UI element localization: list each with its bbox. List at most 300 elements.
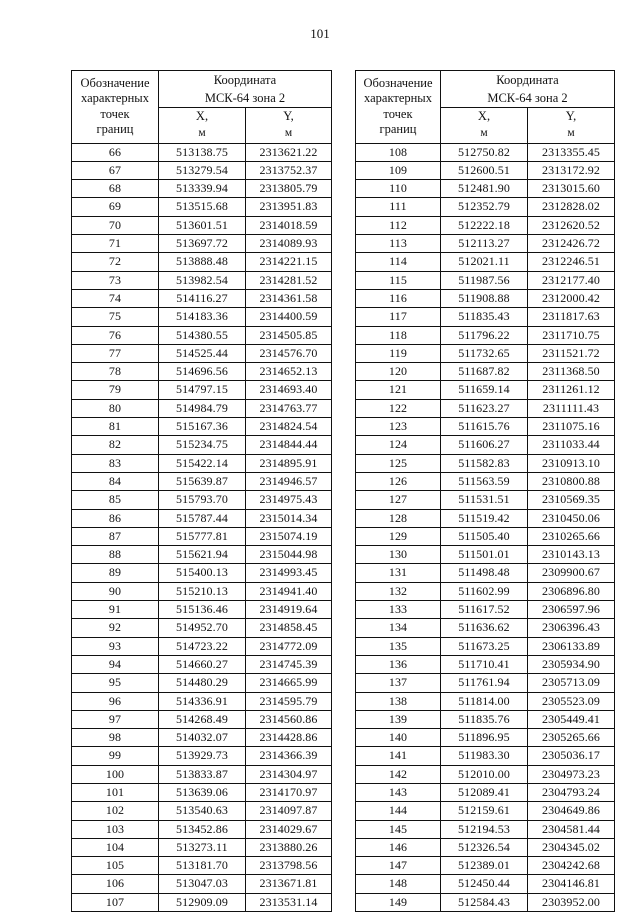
point-number: 114 (356, 253, 441, 271)
point-number: 67 (72, 161, 159, 179)
point-number: 74 (72, 289, 159, 307)
y-coordinate: 2314018.59 (246, 216, 332, 234)
point-number: 141 (356, 747, 441, 765)
coordinate-system-header: Координата МСК-64 зона 2 (159, 71, 332, 108)
point-number: 106 (72, 875, 159, 893)
table-row (72, 454, 332, 472)
y-coordinate: 2314824.54 (246, 418, 332, 436)
point-number: 125 (356, 454, 441, 472)
point-number: 103 (72, 820, 159, 838)
point-number: 119 (356, 344, 441, 362)
x-coordinate: 515787.44 (159, 509, 246, 527)
y-coordinate: 2314895.91 (246, 454, 332, 472)
point-number: 116 (356, 289, 441, 307)
table-row (72, 326, 332, 344)
table-row (72, 527, 332, 545)
y-coordinate: 2314941.40 (246, 582, 332, 600)
table-row (72, 655, 332, 673)
y-coordinate: 2314946.57 (246, 472, 332, 490)
x-coordinate: 512089.41 (441, 783, 528, 801)
y-coordinate: 2311817.63 (528, 308, 615, 326)
y-coordinate: 2314281.52 (246, 271, 332, 289)
y-coordinate: 2314089.93 (246, 235, 332, 253)
point-number: 123 (356, 418, 441, 436)
x-coordinate: 511796.22 (441, 326, 528, 344)
x-coordinate: 512584.43 (441, 893, 528, 911)
x-coordinate: 511835.76 (441, 710, 528, 728)
point-number: 140 (356, 729, 441, 747)
x-coordinate: 515793.70 (159, 491, 246, 509)
page-number: 101 (310, 26, 330, 41)
x-coordinate: 515234.75 (159, 436, 246, 454)
x-coordinate: 513273.11 (159, 838, 246, 856)
point-number: 104 (72, 838, 159, 856)
point-number: 108 (356, 143, 441, 161)
x-coordinate: 512481.90 (441, 180, 528, 198)
x-coordinate: 511498.48 (441, 564, 528, 582)
y-coordinate: 2311368.50 (528, 363, 615, 381)
x-coordinate: 512909.09 (159, 893, 246, 911)
x-coordinate: 515210.13 (159, 582, 246, 600)
point-number: 133 (356, 601, 441, 619)
coordinates-table-left (71, 70, 332, 912)
point-number: 124 (356, 436, 441, 454)
point-number: 105 (72, 857, 159, 875)
y-coordinate: 2306396.43 (528, 619, 615, 637)
table-row (72, 637, 332, 655)
x-coordinate: 514116.27 (159, 289, 246, 307)
x-coordinate: 512600.51 (441, 161, 528, 179)
point-number: 122 (356, 399, 441, 417)
x-coordinate: 511835.43 (441, 308, 528, 326)
y-coordinate: 2310265.66 (528, 527, 615, 545)
x-coordinate: 513181.70 (159, 857, 246, 875)
y-coordinate: 2311261.12 (528, 381, 615, 399)
x-coordinate: 513697.72 (159, 235, 246, 253)
table-row (356, 637, 615, 655)
table-row (72, 344, 332, 362)
table-row (356, 564, 615, 582)
table-row (72, 838, 332, 856)
table-row (72, 783, 332, 801)
x-coordinate: 511710.41 (441, 655, 528, 673)
table-row (72, 564, 332, 582)
y-coordinate: 2305265.66 (528, 729, 615, 747)
table-row (72, 692, 332, 710)
y-coordinate: 2304973.23 (528, 765, 615, 783)
y-coordinate: 2304345.02 (528, 838, 615, 856)
table-row (356, 381, 615, 399)
x-coordinate: 514952.70 (159, 619, 246, 637)
y-coordinate: 2305713.09 (528, 674, 615, 692)
x-coordinate: 511659.14 (441, 381, 528, 399)
point-number: 71 (72, 235, 159, 253)
table-row (72, 747, 332, 765)
y-coordinate: 2304242.68 (528, 857, 615, 875)
x-coordinate: 511582.83 (441, 454, 528, 472)
y-coordinate: 2314029.67 (246, 820, 332, 838)
point-number: 120 (356, 363, 441, 381)
point-number: 127 (356, 491, 441, 509)
y-coordinate: 2314693.40 (246, 381, 332, 399)
point-number: 147 (356, 857, 441, 875)
coordinates-table-right (355, 70, 615, 912)
point-number: 130 (356, 546, 441, 564)
table-row (72, 363, 332, 381)
x-coordinate: 511908.88 (441, 289, 528, 307)
x-coordinate: 511563.59 (441, 472, 528, 490)
point-label-header: Обозначение характерных точек границ (72, 71, 159, 144)
y-coordinate: 2313798.56 (246, 857, 332, 875)
point-number: 70 (72, 216, 159, 234)
point-number: 95 (72, 674, 159, 692)
table-row (72, 491, 332, 509)
point-number: 76 (72, 326, 159, 344)
x-coordinate: 512113.27 (441, 235, 528, 253)
point-number: 82 (72, 436, 159, 454)
table-row (356, 161, 615, 179)
y-coordinate: 2310450.06 (528, 509, 615, 527)
x-coordinate: 513601.51 (159, 216, 246, 234)
y-coordinate: 2312620.52 (528, 216, 615, 234)
point-number: 79 (72, 381, 159, 399)
x-coordinate: 511732.65 (441, 344, 528, 362)
x-coordinate: 512222.18 (441, 216, 528, 234)
x-coordinate: 513888.48 (159, 253, 246, 271)
table-row (72, 546, 332, 564)
x-coordinate: 512352.79 (441, 198, 528, 216)
table-row (356, 344, 615, 362)
point-number: 139 (356, 710, 441, 728)
table-row (356, 399, 615, 417)
y-coordinate: 2314652.13 (246, 363, 332, 381)
table-row (72, 253, 332, 271)
point-number: 89 (72, 564, 159, 582)
x-coordinate: 514336.91 (159, 692, 246, 710)
point-number: 81 (72, 418, 159, 436)
point-number: 148 (356, 875, 441, 893)
table-row (356, 418, 615, 436)
point-number: 112 (356, 216, 441, 234)
x-coordinate: 513515.68 (159, 198, 246, 216)
table-row (72, 674, 332, 692)
table-row (72, 399, 332, 417)
x-coordinate: 515777.81 (159, 527, 246, 545)
table-row (356, 601, 615, 619)
y-coordinate: 2314221.15 (246, 253, 332, 271)
point-number: 131 (356, 564, 441, 582)
x-coordinate: 515621.94 (159, 546, 246, 564)
y-coordinate: 2306597.96 (528, 601, 615, 619)
table-row (72, 161, 332, 179)
x-coordinate: 511615.76 (441, 418, 528, 436)
y-coordinate: 2313531.14 (246, 893, 332, 911)
x-coordinate: 515167.36 (159, 418, 246, 436)
point-number: 101 (72, 783, 159, 801)
table-row (72, 619, 332, 637)
y-coordinate: 2314560.86 (246, 710, 332, 728)
table-row (356, 546, 615, 564)
x-coordinate: 513047.03 (159, 875, 246, 893)
table-row (356, 454, 615, 472)
x-coordinate: 511602.99 (441, 582, 528, 600)
table-row (72, 289, 332, 307)
x-coordinate: 513929.73 (159, 747, 246, 765)
table-row (72, 820, 332, 838)
x-coordinate: 511983.30 (441, 747, 528, 765)
y-coordinate: 2304146.81 (528, 875, 615, 893)
y-coordinate: 2314745.39 (246, 655, 332, 673)
table-body-left (72, 143, 332, 911)
x-coordinate: 511636.62 (441, 619, 528, 637)
x-coordinate: 511761.94 (441, 674, 528, 692)
table-row (72, 765, 332, 783)
table-row (356, 692, 615, 710)
table-row (356, 271, 615, 289)
x-coordinate: 511606.27 (441, 436, 528, 454)
y-coordinate: 2306133.89 (528, 637, 615, 655)
x-coordinate: 511687.82 (441, 363, 528, 381)
table-row (72, 381, 332, 399)
x-coordinate: 512750.82 (441, 143, 528, 161)
point-number: 146 (356, 838, 441, 856)
table-row (72, 509, 332, 527)
y-coordinate: 2305036.17 (528, 747, 615, 765)
point-number: 87 (72, 527, 159, 545)
table-row (72, 893, 332, 911)
table-row (72, 180, 332, 198)
point-number: 149 (356, 893, 441, 911)
table-row (356, 582, 615, 600)
table-row (356, 253, 615, 271)
point-number: 129 (356, 527, 441, 545)
x-coordinate: 514984.79 (159, 399, 246, 417)
point-number: 91 (72, 601, 159, 619)
point-number: 113 (356, 235, 441, 253)
point-number: 93 (72, 637, 159, 655)
x-unit: м (159, 125, 246, 143)
point-number: 135 (356, 637, 441, 655)
table-row (356, 655, 615, 673)
y-coordinate: 2313880.26 (246, 838, 332, 856)
y-unit: м (528, 125, 615, 143)
table-row (72, 216, 332, 234)
point-number: 100 (72, 765, 159, 783)
table-row (356, 783, 615, 801)
y-coordinate: 2314428.86 (246, 729, 332, 747)
x-coordinate: 513339.94 (159, 180, 246, 198)
x-coordinate: 513540.63 (159, 802, 246, 820)
y-coordinate: 2314975.43 (246, 491, 332, 509)
x-coordinate: 512389.01 (441, 857, 528, 875)
point-number: 111 (356, 198, 441, 216)
x-coordinate: 511987.56 (441, 271, 528, 289)
y-coordinate: 2315014.34 (246, 509, 332, 527)
x-coordinate: 515422.14 (159, 454, 246, 472)
table-row (356, 893, 615, 911)
point-number: 80 (72, 399, 159, 417)
x-axis-header: X, (159, 108, 246, 126)
y-axis-header: Y, (246, 108, 332, 126)
point-number: 97 (72, 710, 159, 728)
y-coordinate: 2310569.35 (528, 491, 615, 509)
point-number: 145 (356, 820, 441, 838)
x-coordinate: 513452.86 (159, 820, 246, 838)
point-number: 96 (72, 692, 159, 710)
x-coordinate: 512194.53 (441, 820, 528, 838)
x-coordinate: 514660.27 (159, 655, 246, 673)
x-coordinate: 511673.25 (441, 637, 528, 655)
x-coordinate: 511505.40 (441, 527, 528, 545)
point-number: 117 (356, 308, 441, 326)
point-number: 137 (356, 674, 441, 692)
table-row (356, 857, 615, 875)
y-coordinate: 2313951.83 (246, 198, 332, 216)
point-number: 85 (72, 491, 159, 509)
y-coordinate: 2305523.09 (528, 692, 615, 710)
y-coordinate: 2314993.45 (246, 564, 332, 582)
y-coordinate: 2304581.44 (528, 820, 615, 838)
table-row (356, 180, 615, 198)
x-coordinate: 514380.55 (159, 326, 246, 344)
table-row (356, 802, 615, 820)
table-row (356, 820, 615, 838)
x-axis-header: X, (441, 108, 528, 126)
y-coordinate: 2314844.44 (246, 436, 332, 454)
table-row (356, 619, 615, 637)
point-number: 110 (356, 180, 441, 198)
table-row (72, 875, 332, 893)
point-number: 73 (72, 271, 159, 289)
table-row (72, 729, 332, 747)
x-coordinate: 514032.07 (159, 729, 246, 747)
point-number: 115 (356, 271, 441, 289)
table-row (72, 472, 332, 490)
table-row (72, 198, 332, 216)
y-coordinate: 2312246.51 (528, 253, 615, 271)
y-coordinate: 2306896.80 (528, 582, 615, 600)
y-coordinate: 2314919.64 (246, 601, 332, 619)
y-coordinate: 2314665.99 (246, 674, 332, 692)
y-coordinate: 2315044.98 (246, 546, 332, 564)
y-coordinate: 2314304.97 (246, 765, 332, 783)
y-coordinate: 2312000.42 (528, 289, 615, 307)
y-coordinate: 2315074.19 (246, 527, 332, 545)
x-unit: м (441, 125, 528, 143)
x-coordinate: 511814.00 (441, 692, 528, 710)
y-coordinate: 2309900.67 (528, 564, 615, 582)
table-body-right (356, 143, 615, 911)
table-row (356, 143, 615, 161)
y-coordinate: 2311111.43 (528, 399, 615, 417)
y-unit: м (246, 125, 332, 143)
x-coordinate: 514797.15 (159, 381, 246, 399)
y-coordinate: 2314361.58 (246, 289, 332, 307)
point-number: 78 (72, 363, 159, 381)
table-row (72, 857, 332, 875)
table-row (72, 802, 332, 820)
x-coordinate: 515400.13 (159, 564, 246, 582)
y-coordinate: 2312828.02 (528, 198, 615, 216)
point-number: 136 (356, 655, 441, 673)
x-coordinate: 514268.49 (159, 710, 246, 728)
y-coordinate: 2314595.79 (246, 692, 332, 710)
x-coordinate: 511519.42 (441, 509, 528, 527)
y-coordinate: 2314858.45 (246, 619, 332, 637)
table-row (356, 491, 615, 509)
point-number: 144 (356, 802, 441, 820)
y-coordinate: 2310913.10 (528, 454, 615, 472)
point-number: 107 (72, 893, 159, 911)
x-coordinate: 514480.29 (159, 674, 246, 692)
point-number: 109 (356, 161, 441, 179)
point-number: 66 (72, 143, 159, 161)
table-row (356, 729, 615, 747)
table-row (356, 710, 615, 728)
table-row (356, 235, 615, 253)
y-coordinate: 2313621.22 (246, 143, 332, 161)
point-number: 98 (72, 729, 159, 747)
y-coordinate: 2314505.85 (246, 326, 332, 344)
point-number: 92 (72, 619, 159, 637)
table-row (356, 509, 615, 527)
x-coordinate: 511501.01 (441, 546, 528, 564)
point-number: 68 (72, 180, 159, 198)
y-coordinate: 2305449.41 (528, 710, 615, 728)
table-row (356, 472, 615, 490)
x-coordinate: 515136.46 (159, 601, 246, 619)
x-coordinate: 511617.52 (441, 601, 528, 619)
point-number: 132 (356, 582, 441, 600)
y-coordinate: 2313805.79 (246, 180, 332, 198)
y-coordinate: 2314400.59 (246, 308, 332, 326)
table-row (72, 601, 332, 619)
y-coordinate: 2311521.72 (528, 344, 615, 362)
point-number: 134 (356, 619, 441, 637)
y-coordinate: 2314763.77 (246, 399, 332, 417)
table-row (72, 418, 332, 436)
table-row (72, 143, 332, 161)
point-number: 121 (356, 381, 441, 399)
x-coordinate: 514525.44 (159, 344, 246, 362)
x-coordinate: 512010.00 (441, 765, 528, 783)
point-number: 99 (72, 747, 159, 765)
x-coordinate: 511623.27 (441, 399, 528, 417)
x-coordinate: 514183.36 (159, 308, 246, 326)
x-coordinate: 514696.56 (159, 363, 246, 381)
y-coordinate: 2314366.39 (246, 747, 332, 765)
table-row (72, 235, 332, 253)
point-number: 72 (72, 253, 159, 271)
table-row (356, 674, 615, 692)
table-row (356, 363, 615, 381)
x-coordinate: 514723.22 (159, 637, 246, 655)
table-row (72, 436, 332, 454)
table-row (356, 289, 615, 307)
x-coordinate: 513138.75 (159, 143, 246, 161)
table-row (356, 838, 615, 856)
x-coordinate: 512326.54 (441, 838, 528, 856)
point-number: 86 (72, 509, 159, 527)
x-coordinate: 511531.51 (441, 491, 528, 509)
point-number: 77 (72, 344, 159, 362)
coordinate-system-header: Координата МСК-64 зона 2 (441, 71, 615, 108)
point-number: 88 (72, 546, 159, 564)
table-row (356, 326, 615, 344)
x-coordinate: 513982.54 (159, 271, 246, 289)
y-axis-header: Y, (528, 108, 615, 126)
point-number: 138 (356, 692, 441, 710)
